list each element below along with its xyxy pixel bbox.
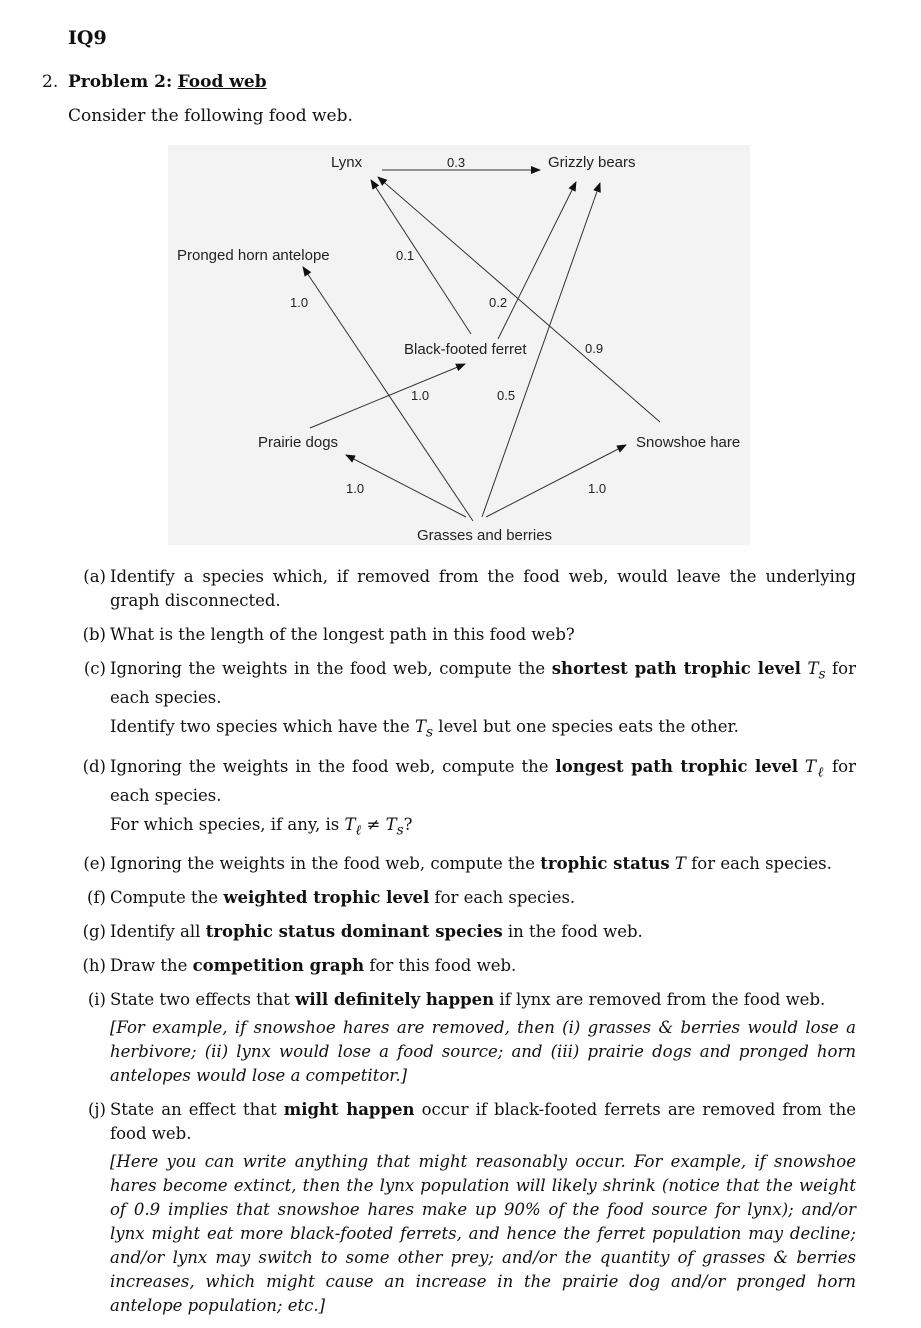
question-item — [82, 954, 856, 978]
node-black-footed-ferret: Black-footed ferret — [404, 341, 527, 358]
math-subscript: ℓ — [355, 822, 362, 839]
question-subtext — [110, 813, 856, 842]
node-pronged-horn-antelope: Pronged horn antelope — [177, 247, 330, 264]
text-run: for each species. — [429, 888, 576, 908]
food-web-diagram — [168, 145, 750, 545]
question-note: [For example, if snowshoe hares are removed, then (i) grasses & berries would lose a herbivore; (ii) lynx would lose a food source; and (iii) prairie dogs and pronged horn antelopes would lose a competitor.] — [110, 1018, 856, 1086]
problem-intro: Consider the following food web. — [68, 106, 353, 126]
question-item — [82, 920, 856, 944]
weight-ferret-grizzly: 0.2 — [489, 295, 508, 310]
question-item — [82, 623, 856, 647]
question-text — [110, 755, 856, 808]
math-symbol: T — [800, 659, 819, 678]
question-item — [83, 565, 856, 613]
bold-term: will definitely happen — [295, 990, 495, 1010]
text-run: ≠ — [361, 814, 386, 834]
question-label: (c) — [83, 659, 106, 678]
bold-term: shortest path trophic level — [551, 659, 801, 678]
question-text — [110, 852, 856, 876]
question-item — [82, 755, 856, 843]
question-text — [110, 623, 856, 647]
text-run: if lynx are removed from the food web. — [494, 990, 826, 1010]
text-run: for this food web. — [364, 956, 517, 976]
edge-ferret-lynx — [371, 180, 471, 334]
text-run: For which species, if any, is — [110, 814, 345, 834]
node-prairie-dogs: Prairie dogs — [258, 434, 339, 451]
weight-ferret-lynx: 0.1 — [396, 248, 415, 263]
weight-grasses-hare: 1.0 — [588, 481, 607, 496]
edge-grasses-antelope — [303, 267, 473, 521]
question-note: [Here you can write anything that might reasonably occur. For example, if snowshoe hares become extinct, then the lynx population will likely shrink (notice that the weight of 0.9 implies that snowshoe hares make up 90% of the food source for lynx); and/or lynx might eat more black-footed ferrets, and hence the ferret population may decline; and/or lynx may switch to some other prey; and/or the quantity of grasses & berries increases, which might cause an increase in the prairie dog and/or pronged horn antelope population; etc.] — [110, 1152, 856, 1316]
text-run: Identify all — [110, 922, 206, 942]
question-text — [110, 988, 856, 1012]
text-run: Ignoring the weights in the food web, compute the — [110, 854, 541, 874]
bold-term: trophic status dominant species — [205, 922, 503, 942]
question-text — [110, 565, 856, 613]
question-label: (b) — [82, 625, 106, 644]
weight-prairie-ferret: 1.0 — [411, 388, 430, 403]
node-snowshoe-hare: Snowshoe hare — [636, 434, 741, 451]
math-symbol: T — [669, 854, 686, 874]
question-item — [87, 988, 856, 1088]
text-run: Draw the — [110, 956, 193, 976]
weight-hare-lynx: 0.9 — [585, 341, 604, 356]
bold-term: competition graph — [192, 956, 365, 976]
math-symbol: T — [798, 756, 816, 776]
math-subscript: s — [426, 724, 434, 741]
question-item — [87, 886, 856, 910]
node-lynx: Lynx — [331, 154, 363, 171]
question-text — [110, 954, 856, 978]
problem-number: 2. — [42, 72, 59, 92]
text-run: for each species. — [110, 659, 856, 708]
text-run: Identify two species which have the — [110, 717, 415, 737]
text-run: for each species. — [685, 854, 832, 874]
node-grasses-and-berries: Grasses and berries — [417, 527, 553, 544]
question-label: (h) — [82, 956, 106, 976]
weight-lynx-grizzly: 0.3 — [447, 155, 466, 170]
weight-grasses-grizzly: 0.5 — [497, 388, 516, 403]
math-subscript: s — [818, 666, 826, 683]
question-subtext — [110, 715, 856, 744]
question-label: (e) — [83, 854, 106, 874]
text-run: What is the length of the longest path in this food web? — [110, 625, 575, 644]
bold-term: longest path trophic level — [555, 756, 799, 776]
text-run: in the food web. — [502, 922, 643, 942]
page-header: IQ9 — [68, 27, 107, 49]
edge-hare-lynx — [378, 177, 660, 422]
node-grizzly-bears: Grizzly bears — [548, 154, 636, 171]
text-run: ? — [403, 814, 413, 834]
math-symbol: T — [385, 814, 397, 834]
bold-term: might happen — [283, 1100, 415, 1120]
text-run: Ignoring the weights in the food web, compute the — [110, 659, 552, 678]
text-run: for each species. — [110, 756, 856, 805]
math-symbol: T — [344, 814, 356, 834]
question-label: (i) — [87, 990, 106, 1010]
problem-heading — [42, 72, 267, 92]
text-run: State an effect that — [110, 1100, 284, 1120]
question-text — [110, 920, 856, 944]
math-subscript: s — [396, 822, 404, 839]
problem-label: Problem 2: — [68, 72, 173, 92]
question-text — [110, 886, 856, 910]
question-item — [83, 657, 856, 745]
question-text — [110, 657, 856, 710]
math-symbol: T — [414, 717, 426, 737]
text-run: level but one species eats the other. — [433, 717, 739, 737]
edge-prairie-ferret — [310, 364, 465, 428]
question-label: (f) — [87, 888, 106, 908]
weight-grasses-prairie: 1.0 — [346, 481, 365, 496]
problem-topic: Food web — [177, 72, 267, 92]
text-run: State two effects that — [110, 990, 296, 1010]
text-run: Ignoring the weights in the food web, compute the — [110, 756, 556, 776]
question-item — [83, 852, 856, 876]
text-run: occur if black-footed ferrets are removed from the food web. — [110, 1100, 856, 1144]
bold-term: trophic status — [540, 854, 670, 874]
math-subscript: ℓ — [816, 763, 826, 780]
question-label: (g) — [82, 922, 106, 942]
question-text — [110, 1098, 856, 1146]
question-label: (d) — [82, 756, 106, 776]
question-list — [0, 565, 921, 1328]
weight-grasses-antelope: 1.0 — [290, 295, 309, 310]
text-run: Compute the — [110, 888, 224, 908]
food-web-figure — [168, 145, 750, 545]
question-item — [88, 1098, 856, 1318]
bold-term: weighted trophic level — [223, 888, 430, 908]
question-label: (a) — [83, 567, 106, 586]
text-run: Identify a species which, if removed from the food web, would leave the underlying graph disconnected. — [110, 567, 856, 610]
question-label: (j) — [88, 1100, 106, 1120]
